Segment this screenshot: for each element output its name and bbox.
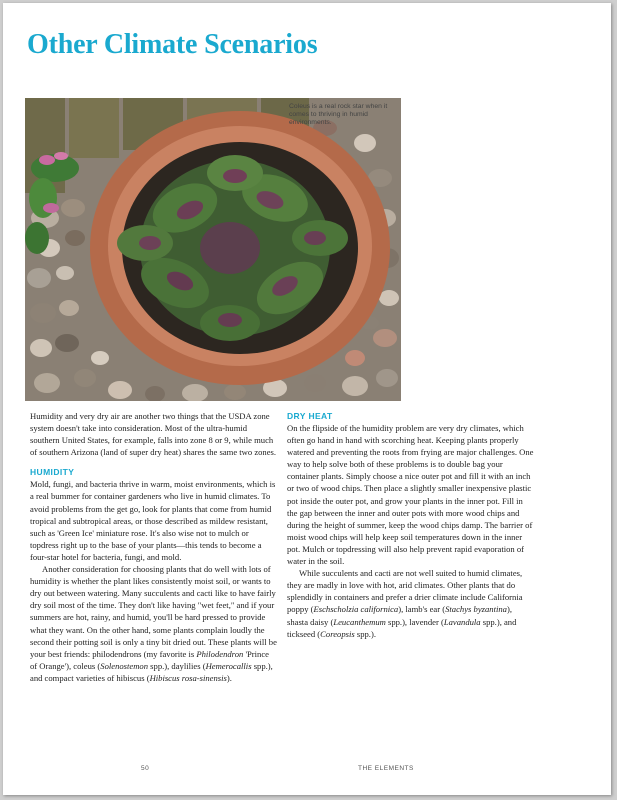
right-column [287, 410, 535, 640]
dry-heat-p2-mid3: spp.), lavender ( [385, 616, 444, 627]
dry-heat-p2-coreopsis: Coreopsis [320, 628, 355, 639]
humidity-paragraph-1: Mold, fungi, and bacteria thrive in warm, moist environments, which is a real bummer for container gardeners who live in humid climates. To avoid problems from the get go, look for plants that come from humid tropical and subtropical areas, or those described as mildew resistant, such as 'Green Ice' miniature rose. It's also wise not to mulch or topdress right up to the base of your plants—this tends to become a four-star hotel for bacteria, fungi, and mold. [30, 479, 276, 562]
page-number: 50 [141, 765, 150, 772]
page-title: Other Climate Scenarios [27, 29, 318, 60]
dry-heat-paragraph-2 [287, 567, 535, 640]
dry-heat-p2-end: spp.). [354, 628, 376, 639]
dry-heat-p2-mid4: spp.), and tickseed ( [287, 616, 517, 639]
coleus-photo [25, 98, 401, 401]
dry-heat-p2-lavandula: Lavandula [443, 616, 481, 627]
left-column [30, 410, 278, 684]
humidity-p2-mid1: 'Prince of Orange'), coleus ( [30, 648, 269, 671]
humidity-p2-philodendron: Philodendron [196, 648, 244, 659]
dry-heat-p2-start: While succulents and cacti are not well suited to humid climates, they are madly in love with hot, arid climates. Other plants that do splendidly in containers and prefer a drier climate include California poppy ( [287, 568, 523, 615]
photo-caption: Coleus is a real rock star when it comes to thriving in humid environments. [289, 103, 388, 126]
humidity-p2-solenostemon: Solenostemon [100, 660, 149, 671]
dry-heat-p2-mid2: ), shasta daisy ( [287, 604, 512, 627]
humidity-p2-hemerocallis: Hemerocallis [205, 660, 252, 671]
humidity-p2-hibiscus: Hibiscus rosa-sinensis [149, 672, 227, 683]
dry-heat-p2-mid1: ), lamb's ear ( [398, 604, 446, 615]
humidity-p2-start: Another consideration for choosing plants that do well with lots of humidity is whether the plant likes consistently moist soil, or wants to dry out between watering. Many succulents and cacti like to have fairly dry soil most of the time. They don't like having "wet feet," and if your summers are hot, rainy, and humid, you'll be hard pressed to provide what they want. On the other hand, some plants complain loudly the second their potting soil is only a tiny bit dried out. These plants will be your best friends: philodendrons (my favorite is [30, 564, 277, 659]
humidity-p2-end: ). [226, 672, 232, 683]
dry-heat-p2-leucanthemum: Leucanthemum [333, 616, 386, 627]
dry-heat-p2-stachys: Stachys byzantina [445, 604, 507, 615]
intro-paragraph: Humidity and very dry air are another two things that the USDA zone system doesn't take into consideration. Most of the ultra-humid southern United States, for example, falls into zone 8 or 9, while much of southern Arizona (land of super dry heat) shares the same two zones. [30, 411, 277, 458]
dry-heat-heading: DRY HEAT [287, 411, 333, 421]
dry-heat-p2-eschscholzia: Eschscholzia californica [313, 604, 399, 615]
humidity-heading: HUMIDITY [30, 467, 75, 478]
book-page [3, 3, 611, 795]
dry-heat-paragraph-1: On the flipside of the humidity problem are very dry climates, which often go hand in hand with scorching heat. Keeping plants properly watered and preventing the roots from frying are major challenges. One way to help solve both of these problems is to double bag your container plants. Simply choose a nice outer pot and fill it with an inch or two of wood chips. Then place a slightly smaller inexpensive plastic pot inside the outer pot, and grow your plants in the inner pot. Fill in the gap between the inner and outer pots with more wood chips and during the height of summer, keep the wood chips damp. The barrier of moist wood chips will help keep soil temperatures down in the inner pot. Mulch or topdressing will also help prevent rapid evaporation of water in the soil. [287, 423, 534, 567]
running-footer-title: THE ELEMENTS [358, 765, 414, 772]
humidity-p2-mid3: spp.), and compact varieties of hibiscus ( [30, 660, 273, 683]
humidity-p2-mid2: spp.), daylilies ( [148, 660, 206, 671]
humidity-paragraph-2 [30, 563, 278, 684]
